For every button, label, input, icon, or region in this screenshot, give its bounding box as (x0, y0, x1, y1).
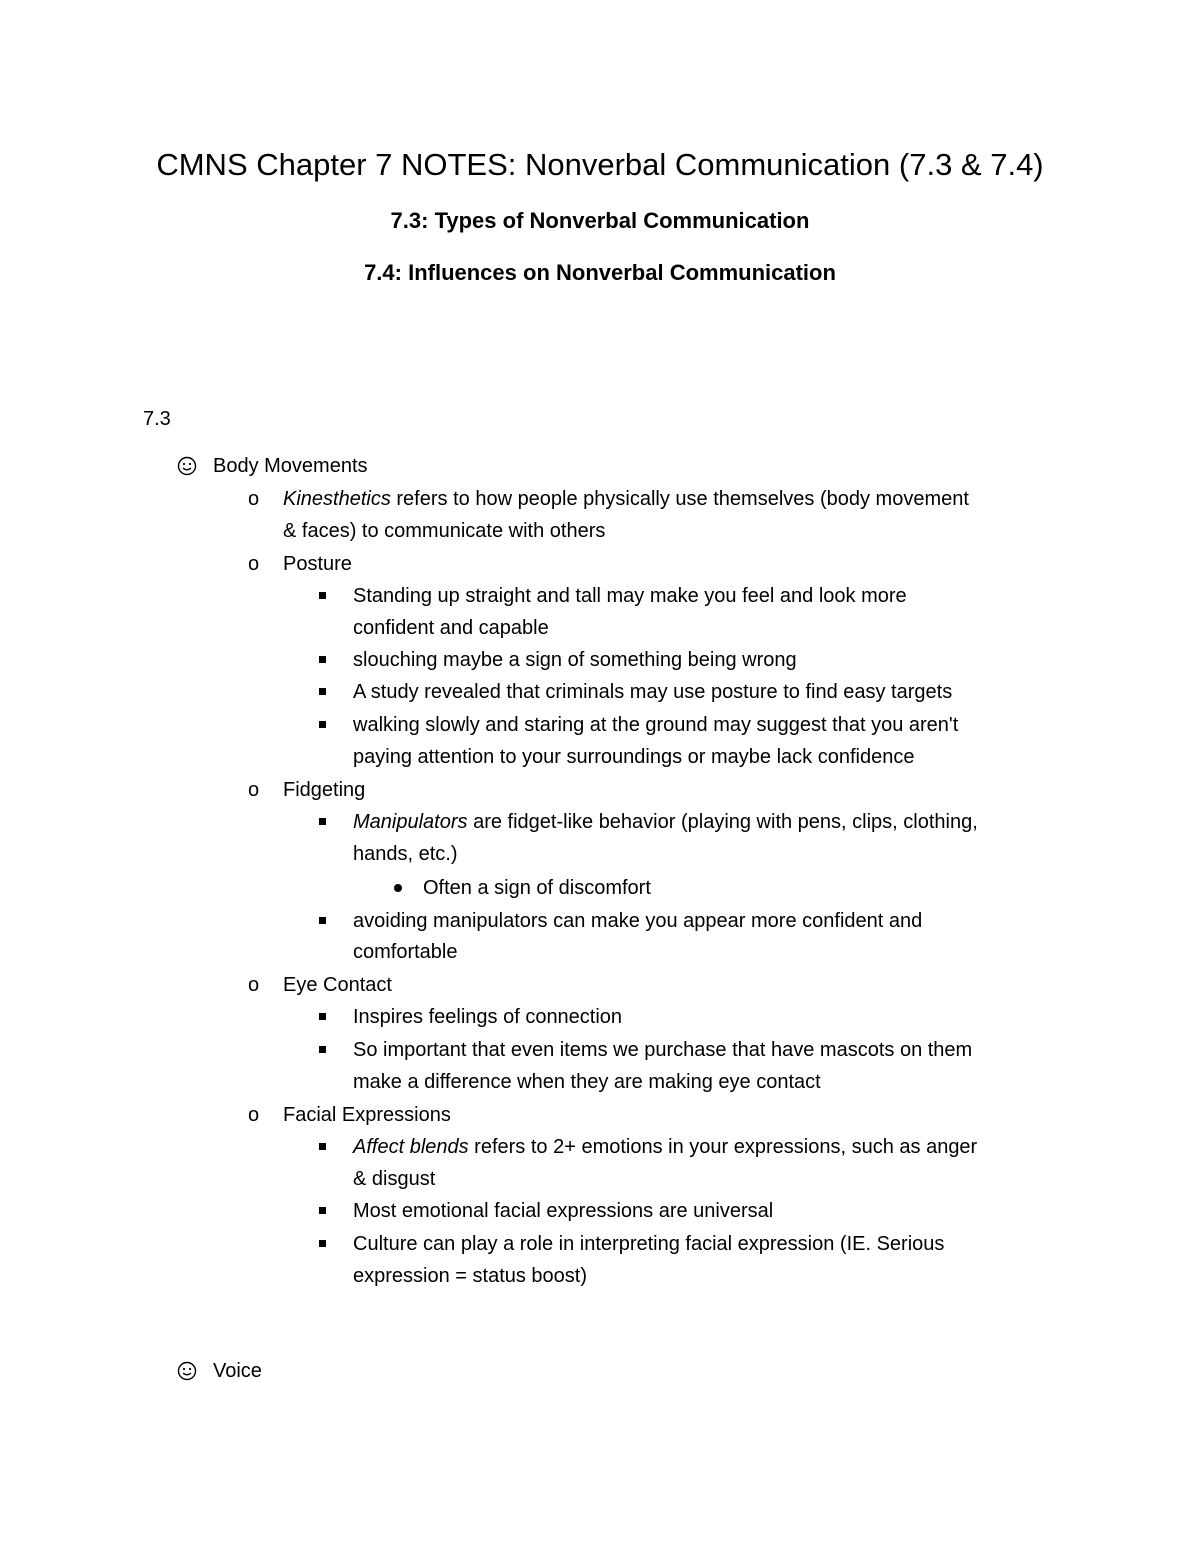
bullet-o: o (248, 974, 260, 996)
square-bullet (319, 592, 326, 599)
smiley-icon (177, 1361, 197, 1381)
manipulators-line-1 (353, 806, 978, 838)
posture-item-3: A study revealed that criminals may use posture to find easy targets (353, 681, 953, 703)
facial-item-universal: Most emotional facial expressions are universal (353, 1200, 774, 1222)
heading-body-movements: Body Movements (213, 455, 368, 477)
subtitle-7-4: 7.4: Influences on Nonverbal Communication (364, 260, 836, 285)
manipulators-text: are fidget-like behavior (playing with pens, clips, clothing, (467, 811, 978, 833)
bullet-o: o (248, 779, 260, 801)
square-bullet (319, 688, 326, 695)
square-bullet (319, 1143, 326, 1150)
discomfort-sub-bullet: Often a sign of discomfort (423, 877, 651, 899)
eye-contact-item-2-line-1: So important that even items we purchase that have mascots on them (353, 1039, 973, 1061)
square-bullet (319, 656, 326, 663)
square-bullet (319, 1240, 326, 1247)
posture-item-4-line-2: paying attention to your surroundings or maybe lack confidence (353, 746, 915, 768)
affect-blends-term: Affect blends (353, 1136, 469, 1158)
square-bullet (319, 818, 326, 825)
affect-blends-text: refers to 2+ emotions in your expressions, such as anger (468, 1136, 978, 1158)
avoid-manipulators-line-1: avoiding manipulators can make you appear more confident and (353, 910, 923, 932)
section-label: 7.3 (143, 408, 171, 430)
heading-facial-expressions: Facial Expressions (283, 1104, 451, 1126)
manipulators-line-2: hands, etc.) (353, 843, 458, 865)
facial-item-culture-line-1: Culture can play a role in interpreting facial expression (IE. Serious (353, 1233, 945, 1255)
smiley-icon (177, 456, 197, 476)
eye-contact-item-2-line-2: make a difference when they are making eye contact (353, 1071, 821, 1093)
heading-posture: Posture (283, 553, 352, 575)
heading-voice: Voice (213, 1360, 262, 1382)
subtitle-7-3: 7.3: Types of Nonverbal Communication (390, 208, 810, 233)
square-bullet (319, 721, 326, 728)
facial-item-culture-line-2: expression = status boost) (353, 1265, 588, 1287)
posture-item-4-line-1: walking slowly and staring at the ground may suggest that you aren't (353, 714, 959, 736)
heading-fidgeting: Fidgeting (283, 779, 366, 801)
square-bullet (319, 1207, 326, 1214)
kinesthetics-line-1 (283, 483, 969, 515)
round-bullet (394, 884, 402, 892)
kinesthetics-text: refers to how people physically use themselves (body movement (390, 488, 969, 510)
heading-eye-contact: Eye Contact (283, 974, 392, 996)
posture-item-2: slouching maybe a sign of something being wrong (353, 649, 797, 671)
manipulators-term: Manipulators (353, 811, 468, 833)
square-bullet (319, 1013, 326, 1020)
affect-blends-line-2: & disgust (353, 1168, 436, 1190)
bullet-o: o (248, 1104, 260, 1126)
kinesthetics-term: Kinesthetics (283, 488, 391, 510)
kinesthetics-line-2: & faces) to communicate with others (283, 520, 606, 542)
square-bullet (319, 1046, 326, 1053)
affect-blends-line-1 (353, 1131, 977, 1163)
avoid-manipulators-line-2: comfortable (353, 941, 458, 963)
bullet-o: o (248, 488, 260, 510)
eye-contact-item-1: Inspires feelings of connection (353, 1006, 623, 1028)
posture-item-1-line-2: confident and capable (353, 617, 549, 639)
document-title: CMNS Chapter 7 NOTES: Nonverbal Communication (7.3 & 7.4) (156, 147, 1044, 182)
posture-item-1-line-1: Standing up straight and tall may make you feel and look more (353, 585, 907, 607)
square-bullet (319, 917, 326, 924)
bullet-o: o (248, 553, 260, 575)
